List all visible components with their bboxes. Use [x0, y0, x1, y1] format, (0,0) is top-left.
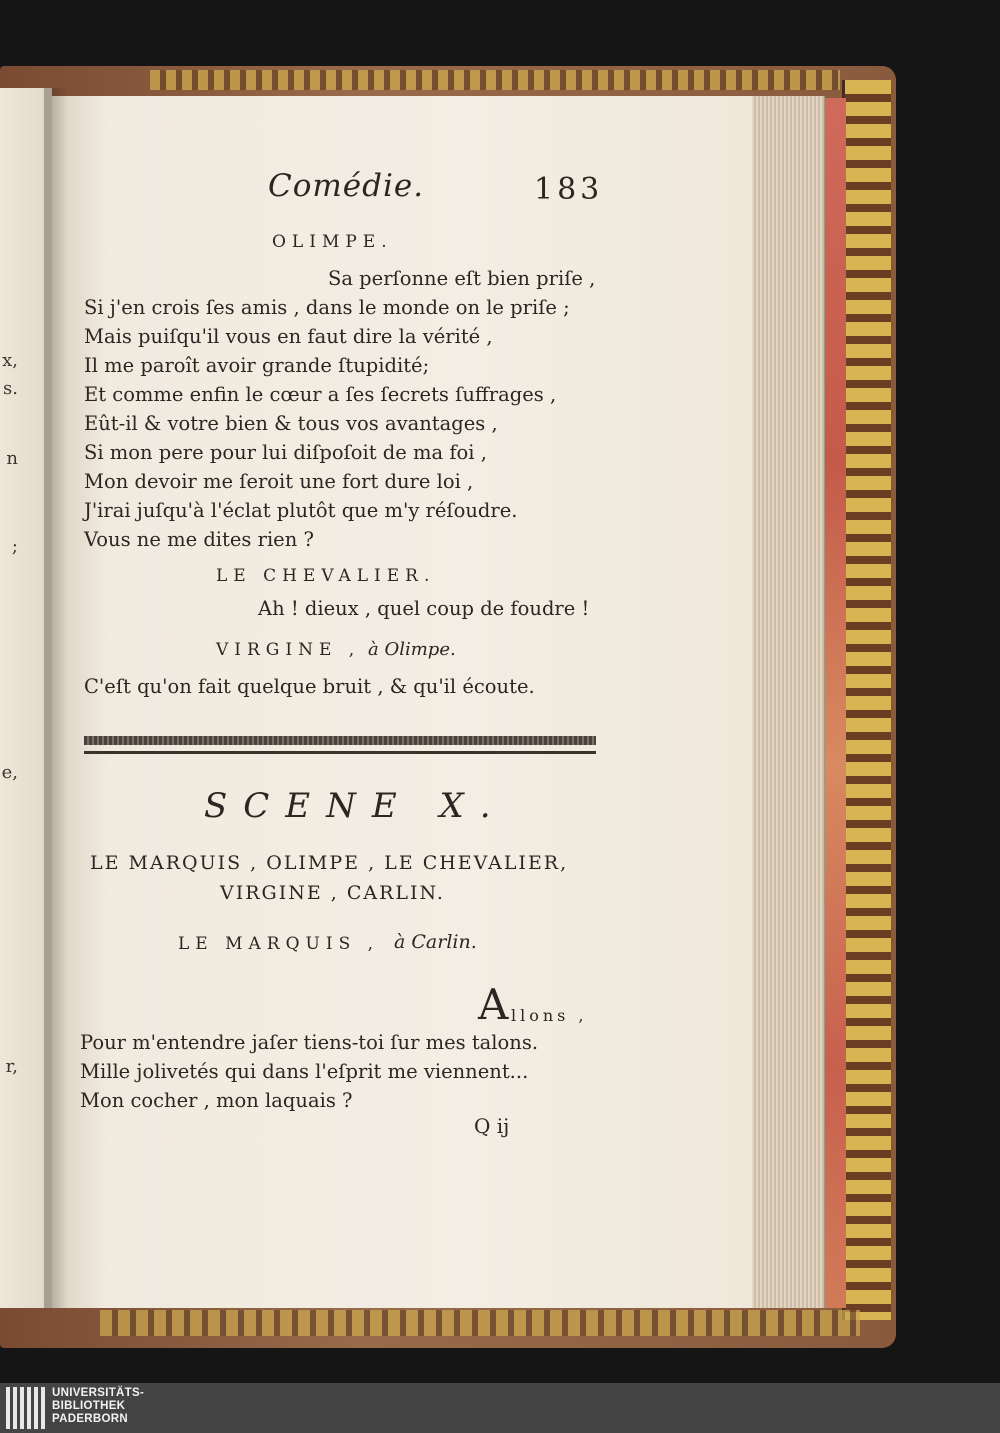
left-page-fragment: r,: [5, 1056, 18, 1077]
verse-line: J'irai juſqu'à l'éclat plutôt que m'y réſoudre.: [84, 499, 518, 522]
verse-line: Ah ! dieux , quel coup de foudre !: [258, 597, 590, 620]
library-footer: [0, 1383, 1000, 1433]
gutter-shadow: [44, 88, 68, 1308]
page-edges: [752, 96, 825, 1308]
verse-line: C'eſt qu'on fait quelque bruit , & qu'il écoute.: [84, 675, 535, 698]
cast-list-line: VIRGINE , CARLIN.: [220, 882, 445, 904]
verse-line: Mon devoir me ſeroit une fort dure loi ,: [84, 470, 474, 493]
left-page-fragment: s.: [3, 378, 18, 399]
verse-line: Pour m'entendre jaſer tiens-toi ſur mes talons.: [80, 1031, 539, 1054]
speaker-olimpe: OLIMPE.: [272, 232, 393, 252]
left-page-fragment: n: [6, 448, 18, 469]
left-page-fragment: x,: [2, 350, 18, 371]
verse-line: Vous ne me dites rien ?: [84, 528, 314, 551]
speaker-chevalier: LE CHEVALIER.: [216, 566, 436, 586]
scene-verses: [80, 1028, 538, 1115]
scene-title: SCENE X.: [204, 786, 507, 826]
stage-direction: à Olimpe.: [368, 639, 456, 660]
speaker-virgine: VIRGINE ,: [216, 640, 361, 660]
cover-gilt-top: [150, 70, 840, 90]
library-logo-icon: [6, 1387, 46, 1429]
drop-capital: A: [478, 980, 509, 1029]
speech-olimpe: [84, 264, 595, 554]
ornamental-rule: [84, 736, 596, 745]
verse-line: Et comme enfin le cœur a ſes ſecrets ſuffrages ,: [84, 383, 557, 406]
left-page-fragment: ;: [11, 536, 18, 557]
logo-line: PADERBORN: [52, 1413, 128, 1425]
cast-list-line: LE MARQUIS , OLIMPE , LE CHEVALIER,: [90, 852, 569, 874]
verse-line: Mille jolivetés qui dans l'eſprit me viennent...: [80, 1060, 529, 1083]
verse-line: Si mon pere pour lui diſpoſoit de ma foi ,: [84, 441, 487, 464]
verse-line: Il me paroît avoir grande ſtupidité;: [84, 354, 430, 377]
logo-line: BIBLIOTHEK: [52, 1400, 126, 1412]
drop-capital-rest: llons ,: [511, 1006, 588, 1025]
verse-line: Mon cocher , mon laquais ?: [80, 1089, 353, 1112]
verse-line: Si j'en crois ſes amis , dans le monde on le priſe ;: [84, 296, 570, 319]
rule-line: [84, 751, 596, 754]
verse-line: Mais puiſqu'il vous en faut dire la vérité ,: [84, 325, 493, 348]
verse-line: Eût-il & votre bien & tous vos avantages ,: [84, 412, 498, 435]
gilt-spine-decoration: [842, 80, 891, 1320]
speaker-marquis: LE MARQUIS ,: [178, 934, 380, 954]
running-header-title: Comédie.: [268, 168, 425, 204]
library-logo-text: [52, 1387, 144, 1426]
verse-line: Sa perſonne eſt bien priſe ,: [328, 267, 596, 290]
stage-direction: à Carlin.: [394, 931, 477, 953]
cover-gilt-bottom: [100, 1310, 860, 1336]
logo-line: UNIVERSITÄTS-: [52, 1387, 145, 1399]
left-page-fragment: e,: [1, 762, 18, 783]
signature-mark: Q ij: [474, 1114, 510, 1138]
page-number: 183: [534, 172, 604, 207]
